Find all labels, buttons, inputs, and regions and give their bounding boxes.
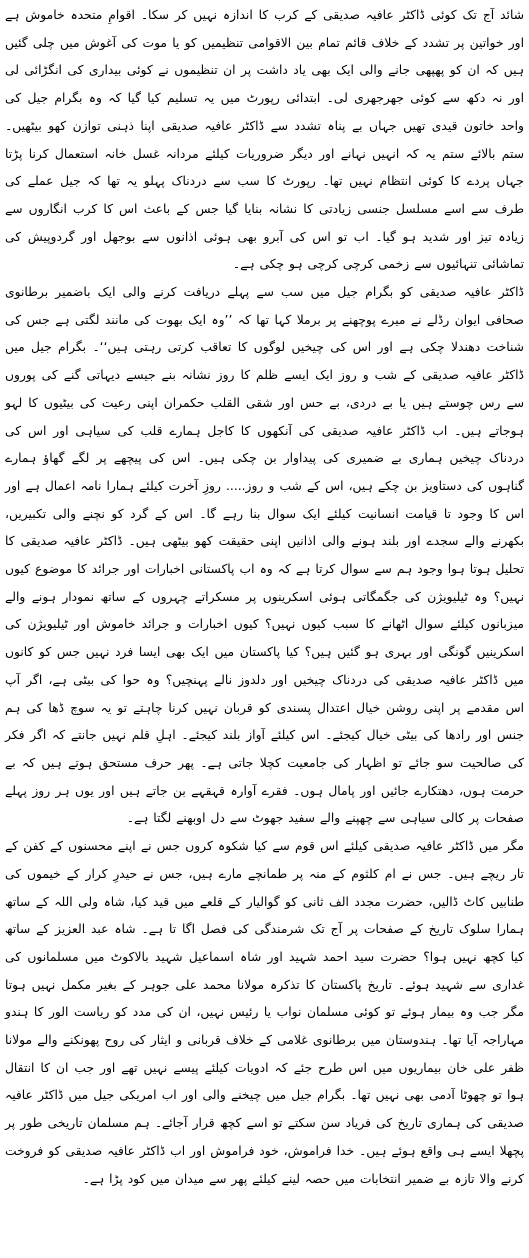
article-paragraph-1: شائد آج تک کوئی ڈاکٹر عافیہ صدیقی کے کرب کا اندازہ نہیں کر سکا۔ اقوامِ متحدہ خاموش ہے اور خواتین پر تشدد کے خلاف قائم تمام بین الاقوامی تنظیمیں کو یا موت کی آغوش میں چلی گئیں ہیں کہ ان کو پھپھی جانے والی ایک بھی یاد داشت پر ان تنظیموں نے کوئی بیداری کی انگڑائی لی اور نہ دکھ سے کوئی جھرجھری لی۔ ابتدائی رپورٹ میں یہ تسلیم کیا گیا کہ وہ بگرام جیل کی واحد خاتون قیدی تھیں جہاں بے پناہ تشدد سے ڈاکٹر عافیہ صدیقی اپنا ذہنی توازن کھو بیٹھیں۔ ستم بالائے ستم یہ کہ انہیں نہانے اور دیگر ضروریات کیلئے مردانہ غسل خانہ استعمال کرنا پڑتا جہاں پردے کا کوئی انتظام نہیں تھا۔ رپورٹ کا سب سے دردناک پہلو یہ تھا کہ جیل عملے کی طرف سے اسے مسلسل جنسی زیادتی کا نشانہ بنایا گیا جس کے باعث اس کا کرب انگاروں سے زیادہ تیز اور شدید ہو گیا۔ اب تو اس کی آبرو بھی ہوئی اذانوں سے بوجھل اور گردوپیش کی تماشائی تنہائیوں سے زخمی کرچی کرچی ہو چکی ہے۔ <box>5 8 524 272</box>
article-paragraph-2: ڈاکٹر عافیہ صدیقی کو بگرام جیل میں سب سے پہلے دریافت کرنے والی ایک باضمیر برطانوی صحافی ایوان رڈلے نے میرے پوچھنے پر برملا کہا تھا کہ ’’وہ ایک بھوت کی مانند لگتی ہے جس کی شناخت دھندلا چکی ہے اور اس کی چیخیں لوگوں کا تعاقب کرتی رہتی ہیں‘‘۔ بگرام جیل میں ڈاکٹر عافیہ صدیقی کے شب و روز ایک ایسے ظلم کا روز نشانہ بنے جیسے دیہاتی گنے کی پوروں سے رس چوستے ہیں یا بے دردی، بے حس اور شقی القلب حکمران اپنی رعیت کی بیٹیوں کا لہو ہوجاتے ہیں۔ اب ڈاکٹر عافیہ صدیقی کی آنکھوں کا کاجل ہمارے قلب کی سیاہی اور اس کی دردناک چیخیں ہماری بے ضمیری کی پیداوار بن چکی ہیں۔ اس کی پیچھے پر لگے گھاؤ ہمارے گناہوں کی دستاویز بن چکے ہیں، اس کے شب و روز..... روزِ آخرت کیلئے ہمارا نامہ اعمال ہے اور اس کا وجود تا قیامت انسانیت کیلئے ایک سوال بنا رہے گا۔ اس کے گرد کو نچنے والی تکبیریں، بکھرنے والے سجدے اور بلند ہونے والی اذانیں اپنی حقیقت کھو بیٹھی ہیں۔ ڈاکٹر عافیہ صدیقی کا تحلیل ہوتا ہوا وجود ہم سے سوال کرتا ہے کہ وہ اب پاکستانی اخبارات اور جرائد کا موضوع کیوں نہیں؟ وہ ٹیلیویژن کی جگمگاتی ہوئی اسکرینوں پر مسکراتے چہروں کے ساتھ نمودار ہونے والے میزبانوں کیلئے سوال اٹھانے کا سبب کیوں نہیں؟ کیوں اخبارات و جرائد خاموش اور ٹیلیویژن کی اسکرینیں گونگی اور بہری ہو گئیں ہیں؟ کیا پاکستان میں ایک بھی ایسا فرد نہیں جس کو کانوں میں ڈاکٹر عافیہ صدیقی کی دردناک چیخیں اور دلدوز نالے پہنچیں؟ وہ حوا کی بیٹی ہے، اگر آپ اس مقدمے پر اپنی روشن خیال اعتدال پسندی کو قربان نہیں کرنا چاہتے تو یہ سوچ ڈھا کی ہم جنس اور رادھا کی بیٹی خیال کیجئے۔ اس کیلئے آواز بلند کیجئے۔ اہلِ قلم نہیں جانتے کہ اگر فکر کی صالحیت سو جائے تو اظہار کی جامعیت کچلا جاتی ہے۔ پھر حرف مستحق ہوتے ہیں کہ بے حرمت ہوں، دھتکارے جائیں اور پامال ہوں۔ فقرے آوارہ قہقہے بن جاتے ہیں اور یوں ہر روز پہلے صفحات پر کالی سیاہی سے چھپنے والے سفید جھوٹ سے دل اوبھنے لگتا ہے۔ <box>5 285 524 826</box>
article-paragraph-3: مگر میں ڈاکٹر عافیہ صدیقی کیلئے اس قوم سے کیا شکوہ کروں جس نے اپنے محسنوں کے کفن کے تار ریچے ہیں۔ جس نے ام کلثوم کے منہ پر طمانچے مارے ہیں، جس نے حیدرِ کرار کے خیموں کی طنابیں کاٹ ڈالیں، حضرت مجدد الف ثانی کو گوالیار کے قلعے میں قید کیا، شاہ ولی اللہ کے ساتھ ہمارا سلوک تاریخ کے صفحات پر آج تک شرمندگی کی فصل اگا تا ہے۔ شاہ عبد العزیز کے ساتھ کیا کچھ نہیں ہوا؟ حضرت سید احمد شہید اور شاہ اسماعیل شہید بالاکوٹ میں مسلمانوں کی غداری سے شہید ہوئے۔ تاریخ پاکستان کا تذکرہ مولانا محمد علی جوہر کے بغیر مکمل نہیں ہوتا مگر جب وہ بیمار ہوئے تو کوئی مسلمان نواب یا رئیس نہیں، ان کی مدد کو ریاست الور کا ہندو مہاراجہ آیا تھا۔ ہندوستان میں برطانوی غلامی کے خلاف قربانی و ایثار کی روح پھونکنے والے مولانا ظفر علی خان بیماریوں میں اس طرح جئے کہ ادویات کیلئے پیسے نہیں تھے اور جب ان کا انتقال ہوا تو چھوٹا آدمی بھی نہیں تھا۔ بگرام جیل میں چیخنے والی اور اب امریکی جیل میں ڈاکٹر عافیہ صدیقی کی ہماری تاریخ کی فریاد سن سکتے تو اسے کچھ قرار آجائے۔ ہم مسلمان تاریخی طور پر پچھلا ایسے ہی واقع ہوئے ہیں۔ خدا فراموش، خود فراموش اور اب ڈاکٹر عافیہ صدیقی کو فروخت کرنے والا تازہ بے ضمیر انتخابات میں حصہ لینے کیلئے پھر سے میدان میں کود پڑا ہے۔ <box>5 839 524 1186</box>
